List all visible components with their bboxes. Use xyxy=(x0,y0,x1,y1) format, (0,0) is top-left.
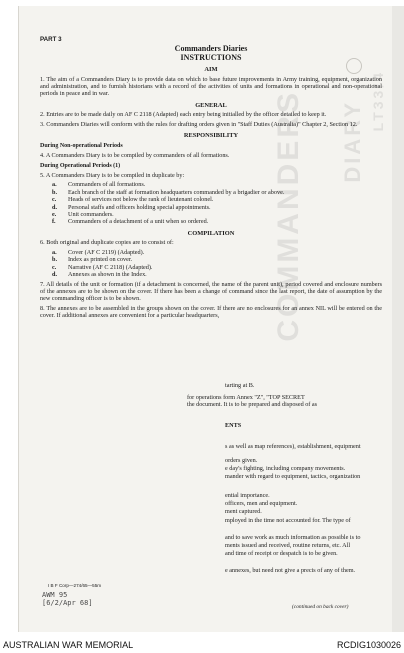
list-item-letter: b. xyxy=(52,188,57,196)
list-item xyxy=(40,264,382,271)
paragraph-7: 7. All details of the unit or formation (if a detachment is concerned, the name of the parent unit), period covered and enclosure numbers of the annexes are to be shown on the cover. If there has been a change of command since the last report, the date of assumption by the new commanding officer is to be shown. xyxy=(40,280,382,303)
text-fragment: e day's fighting, including company movements. xyxy=(225,465,346,472)
text-fragment: officers, men and equipment. xyxy=(225,500,298,507)
paragraph-5: 5. A Commanders Diary is to be compiled in duplicate by: xyxy=(40,172,185,180)
list-item-text: Heads of services not below the rank of lieutenant colonel. xyxy=(68,196,214,204)
responsibility-heading: RESPONSIBILITY xyxy=(183,132,239,140)
text-fragment: s as well as map references), establishment, equipment xyxy=(225,443,361,450)
paragraph-4: 4. A Commanders Diary is to be compiled by commanders of all formations. xyxy=(40,152,230,160)
text-fragment: ential importance. xyxy=(225,492,270,499)
handwritten-line-1: AWM 95 xyxy=(42,591,68,599)
list-item-text: Narrative (AF C 2118) (Adapted). xyxy=(68,263,153,271)
archive-footer xyxy=(0,638,404,653)
text-fragment: for operations form Annex "Z", "TOP SECRET xyxy=(187,394,305,401)
paragraph-1: 1. The aim of a Commanders Diary is to provide data on which to base future improvements in Army training, equipment, organization and administration, and to furnish historians with a record of the activities of units and formations in operational and non-operational periods in peace and in war. xyxy=(40,75,382,98)
list-item xyxy=(40,271,382,278)
text-fragment: e annexes, but need not give a precis of any of them. xyxy=(225,567,356,574)
text-fragment: ENTS xyxy=(225,422,242,429)
list-item-text: Commanders of a detachment of a unit when so ordered. xyxy=(68,218,209,226)
paragraph-5-list xyxy=(40,181,382,225)
list-item-text: Index as printed on cover. xyxy=(68,256,133,264)
continued-note: (continued on back cover) xyxy=(292,604,349,610)
text-fragment: mployed in the time not accounted for. The type of xyxy=(225,517,351,524)
text-fragment: the document. It is to be prepared and disposed of as xyxy=(187,401,318,408)
list-item-letter: a. xyxy=(52,181,57,189)
text-fragment: tarting at B. xyxy=(225,382,255,389)
document-body xyxy=(40,36,382,322)
document-title: Commanders Diaries xyxy=(174,44,248,53)
list-item xyxy=(40,189,382,196)
list-item xyxy=(40,218,382,225)
list-item xyxy=(40,196,382,203)
list-item-text: Each branch of the staff at formation headquarters commanded by a brigadier or above. xyxy=(68,188,285,196)
list-item-letter: f. xyxy=(52,218,56,226)
operational-heading: During Operational Periods (1) xyxy=(40,162,121,169)
list-item xyxy=(40,211,382,218)
list-item xyxy=(40,181,382,188)
paragraph-2: 2. Entries are to be made daily on AF C 2118 (Adapted) each entry being initialled by the officer detailed to keep it. xyxy=(40,111,327,119)
text-fragment: orders given. xyxy=(225,457,258,464)
text-fragment: and time of receipt or despatch is to be given. xyxy=(225,550,338,557)
handwritten-line-2: [6/2/Apr 68] xyxy=(42,599,93,607)
list-item-letter: a. xyxy=(52,248,57,256)
general-heading: GENERAL xyxy=(195,101,227,109)
list-item-letter: b. xyxy=(52,256,57,264)
list-item xyxy=(40,204,382,211)
paragraph-6: 6. Both original and duplicate copies are to consist of: xyxy=(40,239,174,247)
paragraph-8: 8. The annexes are to be assembled in the groups shown on the cover. If there are no enclosures for an annex NIL will be entered on the cover. If additional annexes are convenient for a particular headquarters, xyxy=(40,304,382,320)
list-item-text: Personal staffs and officers holding special appointments. xyxy=(68,203,211,211)
handwritten-annotation xyxy=(42,591,93,607)
page-edge-strip xyxy=(392,6,404,632)
part-label: PART 3 xyxy=(40,36,62,43)
list-item-text: Commanders of all formations. xyxy=(68,181,146,189)
text-fragment: ments issued and received, routine returns, etc. All xyxy=(225,542,351,549)
list-item-letter: c. xyxy=(52,196,57,204)
text-fragment: and to save work as much information as possible is to xyxy=(225,534,361,541)
list-item xyxy=(40,256,382,263)
list-item xyxy=(40,249,382,256)
list-item-letter: d. xyxy=(52,203,57,211)
compilation-heading: COMPILATION xyxy=(187,229,235,237)
list-item-text: Annexes as shown in the Index. xyxy=(68,271,147,279)
printer-note: I B F Corp—274/65—55m xyxy=(48,583,102,588)
paragraph-3: 3. Commanders Diaries will conform with the rules for drafting orders given in "Staff Duties (Australia)" Chapter 2, Section 12. xyxy=(40,120,358,128)
list-item-letter: d. xyxy=(52,271,57,279)
list-item-text: Unit commanders. xyxy=(68,211,114,219)
text-fragment: mander with regard to equipment, tactics, organization xyxy=(225,473,361,480)
list-item-letter: e. xyxy=(52,211,57,219)
paragraph-6-list xyxy=(40,249,382,279)
text-fragment: ment captured. xyxy=(225,508,262,515)
non-operational-heading: During Non-operational Periods xyxy=(40,142,123,149)
aim-heading: AIM xyxy=(204,66,218,73)
list-item-text: Cover (AF C 2119) (Adapted). xyxy=(68,248,145,256)
footer-record-id: RCDIG1030026 xyxy=(336,640,401,650)
list-item-letter: c. xyxy=(52,263,57,271)
document-subtitle: INSTRUCTIONS xyxy=(180,53,242,62)
footer-institution: AUSTRALIAN WAR MEMORIAL xyxy=(3,640,134,650)
